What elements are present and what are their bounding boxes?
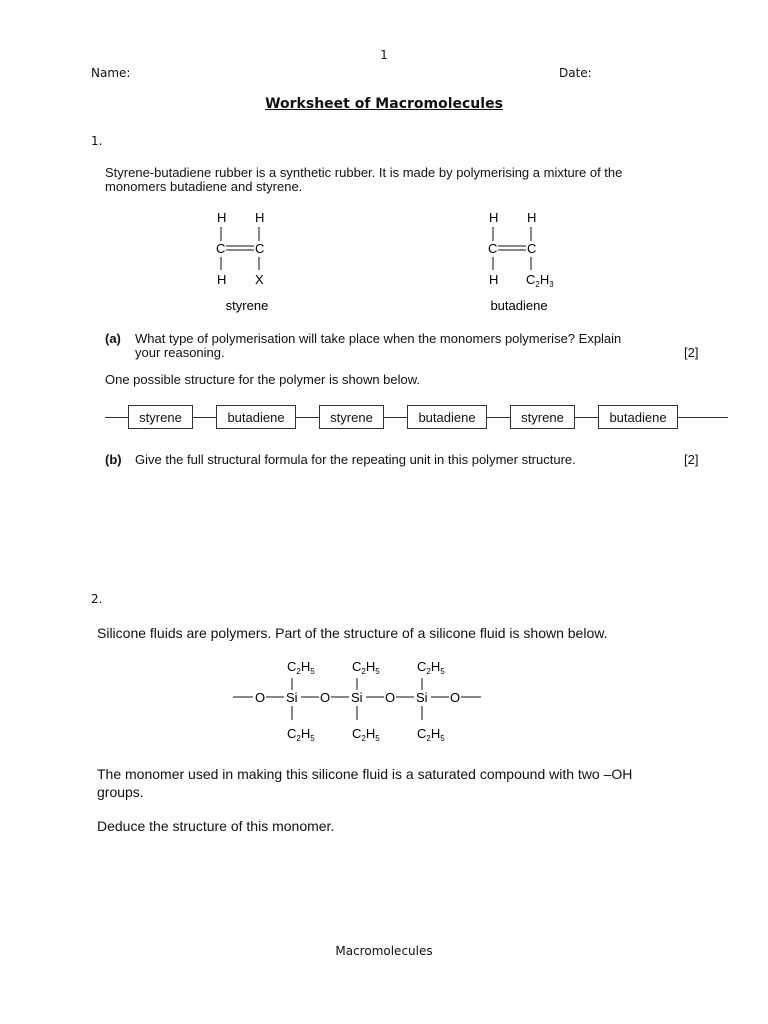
butadiene-ethyl-group: $C_2H_3$: [526, 272, 554, 289]
date-label: Date:: [559, 66, 592, 80]
butadiene-caption: butadiene: [490, 298, 548, 313]
styrene-structure: [200, 205, 300, 320]
silicone-o-2: O: [320, 690, 331, 705]
q2-text-line1: The monomer used in making this silicone fluid is a saturated compound with two –OH: [97, 766, 633, 782]
part-b-marks: [2]: [684, 452, 699, 467]
silicone-top-group-2: $C_2H_5$: [352, 659, 380, 676]
q2-text-line2: groups.: [97, 784, 144, 800]
footer-text: Macromolecules: [335, 944, 433, 958]
chain-unit-butadiene-1: butadiene: [216, 405, 296, 429]
silicone-si-3: Si: [416, 690, 428, 705]
silicone-bottom-group-2: $C_2H_5$: [352, 726, 380, 743]
silicone-top-group-1: $C_2H_5$: [287, 659, 315, 676]
name-label: Name:: [91, 66, 131, 80]
q1-intro-line1: Styrene-butadiene rubber is a synthetic rubber. It is made by polymerising a mixture of the: [105, 165, 623, 180]
styrene-carbon-right: C: [255, 241, 265, 256]
butadiene-carbon-right: C: [527, 241, 537, 256]
part-a-line1: What type of polymerisation will take place when the monomers polymerise? Explain: [135, 331, 622, 346]
silicone-si-2: Si: [351, 690, 363, 705]
butadiene-carbon-left: C: [488, 241, 498, 256]
chain-unit-butadiene-2: butadiene: [407, 405, 487, 429]
page-number: 1: [380, 48, 388, 62]
silicone-bottom-group-3: $C_2H_5$: [417, 726, 445, 743]
question-1-number: 1.: [91, 134, 103, 148]
structure-intro: One possible structure for the polymer is shown below.: [105, 372, 421, 387]
chain-unit-styrene-3: styrene: [510, 405, 575, 429]
styrene-top-right-h: H: [255, 210, 265, 225]
silicone-o-1: O: [255, 690, 266, 705]
part-a-label: (a): [105, 331, 121, 346]
butadiene-bottom-left-h: H: [489, 272, 499, 287]
butadiene-top-left-h: H: [489, 210, 499, 225]
part-b-label: (b): [105, 452, 122, 467]
silicone-structure: [225, 655, 495, 747]
butadiene-top-right-h: H: [527, 210, 537, 225]
part-a-line2: your reasoning.: [135, 345, 225, 360]
styrene-top-left-h: H: [217, 210, 227, 225]
butadiene-structure: [472, 205, 582, 320]
styrene-bottom-left-h: H: [217, 272, 227, 287]
chain-unit-styrene-1: styrene: [128, 405, 193, 429]
silicone-top-group-3: $C_2H_5$: [417, 659, 445, 676]
part-a-marks: [2]: [684, 345, 699, 360]
part-b-text: Give the full structural formula for the repeating unit in this polymer structure.: [135, 452, 576, 467]
styrene-caption: styrene: [225, 298, 269, 313]
question-2-number: 2.: [91, 592, 103, 606]
silicone-bottom-group-1: $C_2H_5$: [287, 726, 315, 743]
styrene-bottom-right-x: X: [255, 272, 264, 287]
silicone-si-1: Si: [286, 690, 298, 705]
silicone-o-3: O: [385, 690, 396, 705]
chain-unit-styrene-2: styrene: [319, 405, 384, 429]
worksheet-title: Worksheet of Macromolecules: [265, 96, 503, 112]
q1-intro-line2: monomers butadiene and styrene.: [105, 179, 303, 194]
silicone-o-4: O: [450, 690, 461, 705]
chain-unit-butadiene-3: butadiene: [598, 405, 678, 429]
styrene-carbon-left: C: [216, 241, 226, 256]
q2-deduce: Deduce the structure of this monomer.: [97, 818, 335, 834]
q2-intro: Silicone fluids are polymers. Part of the structure of a silicone fluid is shown below.: [97, 625, 608, 641]
